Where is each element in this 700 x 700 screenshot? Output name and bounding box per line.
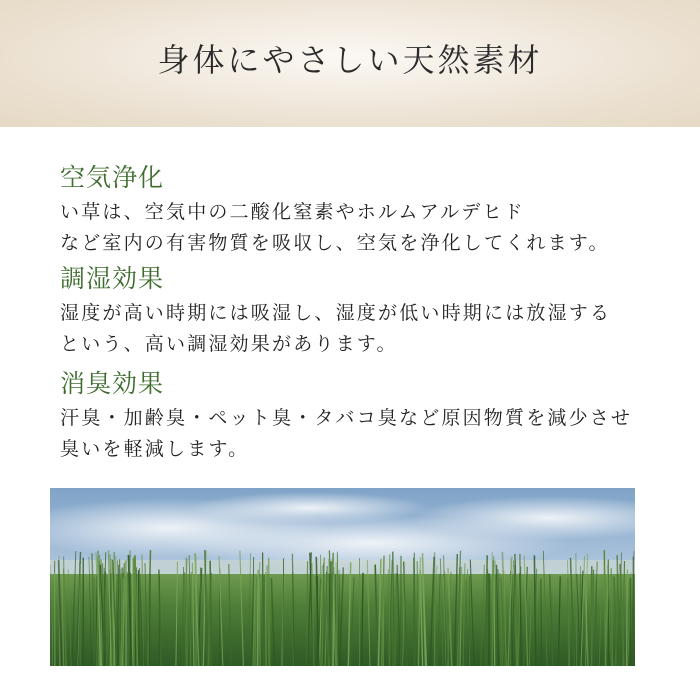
body-line: 汗臭・加齢臭・ペット臭・タバコ臭など原因物質を減少させ (60, 407, 633, 429)
section-humidity-control (60, 264, 660, 360)
cloud (190, 492, 430, 524)
section-deodorizing (60, 369, 660, 465)
body-line: い草は、空気中の二酸化窒素やホルムアルデヒド (60, 201, 525, 223)
section-body (60, 298, 660, 360)
section-body (60, 403, 660, 465)
grass-blade (576, 553, 577, 666)
section-heading: 消臭効果 (60, 369, 165, 398)
section-air-purification (60, 163, 660, 259)
grass-blade (633, 557, 634, 666)
grass-blade (459, 567, 460, 666)
section-body (60, 197, 660, 259)
grass-blade (121, 573, 122, 666)
body-line: という、高い調湿効果があります。 (60, 333, 398, 355)
body-line: 臭いを軽減します。 (60, 438, 250, 460)
section-heading: 空気浄化 (60, 163, 165, 192)
grass-blade (258, 570, 259, 666)
grass-blade (627, 570, 628, 667)
grass-blade (150, 574, 151, 666)
body-line: など室内の有害物質を吸収し、空気を浄化してくれます。 (60, 232, 610, 254)
grass-blade (541, 579, 542, 666)
section-heading: 調湿効果 (60, 264, 165, 293)
igusa-field-photo (50, 488, 635, 666)
grass-blade (266, 572, 267, 666)
header-banner (0, 0, 700, 127)
body-line: 湿度が高い時期には吸湿し、湿度が低い時期には放湿する (60, 302, 612, 324)
page-title: 身体にやさしい天然素材 (157, 41, 543, 79)
grass-blade (263, 553, 264, 667)
